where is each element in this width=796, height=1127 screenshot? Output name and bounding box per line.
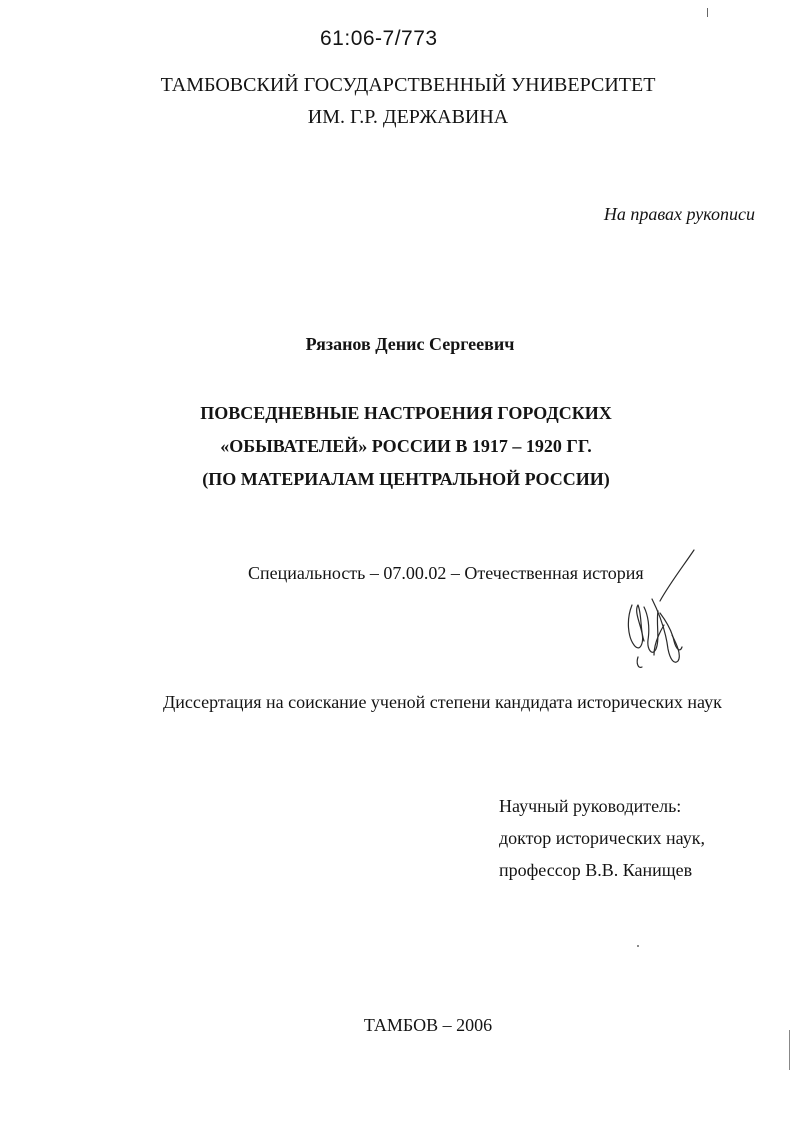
title-line3: (ПО МАТЕРИАЛАМ ЦЕНТРАЛЬНОЙ РОССИИ) (202, 469, 610, 489)
university-name-line1: ТАМБОВСКИЙ ГОСУДАРСТВЕННЫЙ УНИВЕРСИТЕТ (160, 74, 656, 96)
dissertation-description: Диссертация на соискание ученой степени кандидата исторических наук (163, 692, 722, 712)
author-name: Рязанов Денис Сергеевич (305, 334, 515, 354)
scan-speck (637, 945, 639, 947)
scan-speck (707, 8, 708, 17)
handwritten-signature (620, 545, 700, 675)
city-year: ТАМБОВ – 2006 (363, 1015, 493, 1035)
manuscript-rights-note: На правах рукописи (603, 204, 755, 224)
advisor-degree: доктор исторических наук, (499, 828, 705, 848)
advisor-name: профессор В.В. Канищев (499, 860, 693, 880)
advisor-heading: Научный руководитель: (499, 796, 682, 816)
specialty-line: Специальность – 07.00.02 – Отечественная история (248, 563, 644, 583)
dissertation-title (8, 397, 796, 496)
title-line1: ПОВСЕДНЕВНЫЕ НАСТРОЕНИЯ ГОРОДСКИХ (200, 403, 612, 423)
title-line2: «ОБЫВАТЕЛЕЙ» РОССИИ В 1917 – 1920 ГГ. (220, 436, 592, 456)
catalog-number: 61:06-7/773 (320, 27, 438, 50)
scan-speck (789, 1030, 790, 1070)
university-name-line2: ИМ. Г.Р. ДЕРЖАВИНА (307, 106, 509, 128)
scientific-advisor (499, 790, 705, 886)
